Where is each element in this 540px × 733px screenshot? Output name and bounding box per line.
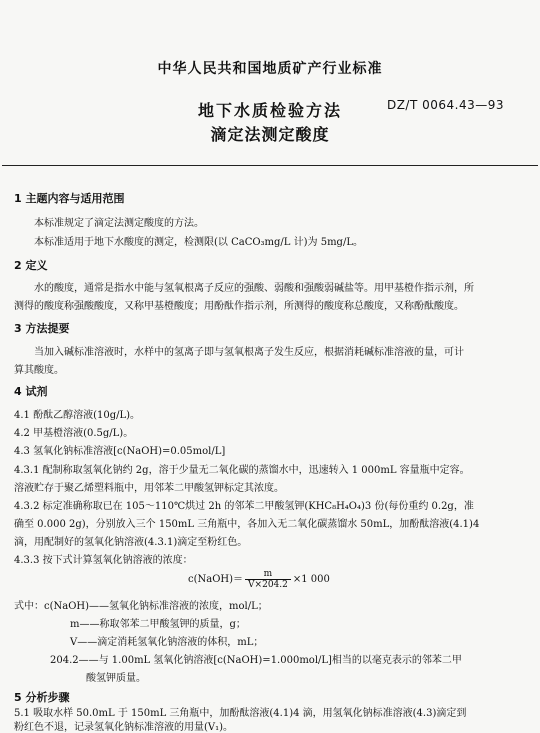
section-3-paragraph: 算其酸度。 <box>14 365 64 376</box>
analysis-step: 5.1 吸取水样 50.0mL 于 150mL 三角瓶中，加酚酞溶液(4.1)4 滴，用氢氧化钠标准溶液(4.3)滴定到 <box>14 708 467 719</box>
section-4-heading: 4 试剂 <box>14 385 48 398</box>
concentration-formula <box>188 569 330 590</box>
issuing-organization: 中华人民共和国地质矿产行业标准 <box>157 61 383 77</box>
standard-code: DZ/T 0064.43—93 <box>386 98 504 112</box>
formula-fraction <box>245 569 291 590</box>
reagent-subitem: 滴，用配制好的氢氧化钠溶液(4.3.1)滴定至粉红色。 <box>14 537 248 548</box>
formula-definition: V——滴定消耗氢氧化钠溶液的体积，mL； <box>70 637 264 648</box>
reagent-item: 4.2 甲基橙溶液(0.5g/L)。 <box>14 428 134 439</box>
section-5-heading: 5 分析步骤 <box>14 691 70 704</box>
formula-numerator: m <box>245 569 291 580</box>
section-2-paragraph: 水的酸度，通常是指水中能与氢氧根离子反应的强酸、弱酸和强酸弱碱盐等。用甲基橙作指示剂，所 <box>34 283 474 294</box>
formula-definition: m——称取邻苯二甲酸氢钾的质量，g； <box>70 619 246 630</box>
analysis-step: 粉红色不退，记录氢氧化钠标准溶液的用量(V₁)。 <box>14 722 234 733</box>
section-1-paragraph: 本标准适用于地下水酸度的测定，检测限(以 CaCO₃mg/L 计)为 5mg/L。 <box>34 237 363 248</box>
formula-denominator: V×204.2 <box>248 580 288 590</box>
formula-definition: 式中：c(NaOH)——氢氧化钠标准溶液的浓度，mol/L； <box>14 601 268 612</box>
header-divider <box>2 165 538 166</box>
section-1-heading: 1 主题内容与适用范围 <box>14 192 125 205</box>
reagent-subitem: 4.3.1 配制称取氢氧化钠约 2g，溶于少量无二氧化碳的蒸馏水中，迅速转入 1 000mL 容量瓶中定容。 <box>14 465 470 476</box>
reagent-subitem: 确至 0.000 2g)，分别放入三个 150mL 三角瓶中，各加入无二氧化碳蒸馏水 50mL，加酚酞溶液(4.1)4 <box>14 519 480 530</box>
formula-definition: 酸氢钾质量。 <box>86 673 146 684</box>
formula-lhs: c(NaOH)＝ <box>188 574 244 585</box>
document-title: 地下水质检验方法 <box>197 101 342 120</box>
formula-rhs: ×1 000 <box>292 574 330 585</box>
reagent-item: 4.3 氢氧化钠标准溶液[c(NaOH)=0.05mol/L] <box>14 446 226 457</box>
section-3-heading: 3 方法提要 <box>14 322 70 335</box>
reagent-subitem: 4.3.3 按下式计算氢氧化钠溶液的浓度： <box>14 555 193 566</box>
reagent-subitem: 4.3.2 标定准确称取已在 105～110℃烘过 2h 的邻苯二甲酸氢钾(KHC₈H₄O₄)3 份(每份重约 0.2g，准 <box>14 501 474 512</box>
section-2-paragraph: 测得的酸度称强酸酸度，又称甲基橙酸度；用酚酞作指示剂，所测得的酸度称总酸度，又称酚酞酸度。 <box>14 301 464 312</box>
document-subtitle: 滴定法测定酸度 <box>210 125 330 144</box>
section-3-paragraph: 当加入碱标准溶液时，水样中的氢离子即与氢氧根离子发生反应，根据消耗碱标准溶液的量，可计 <box>34 347 464 358</box>
reagent-item: 4.1 酚酞乙醇溶液(10g/L)。 <box>14 410 141 421</box>
section-1-paragraph: 本标准规定了滴定法测定酸度的方法。 <box>34 218 204 229</box>
reagent-subitem: 溶液贮存于聚乙烯塑料瓶中，用邻苯二甲酸氢钾标定其浓度。 <box>14 483 284 494</box>
formula-definition: 204.2——与 1.00mL 氢氧化钠溶液[c(NaOH)=1.000mol/L]相当的以毫克表示的邻苯二甲 <box>50 655 462 666</box>
section-2-heading: 2 定义 <box>14 259 48 272</box>
